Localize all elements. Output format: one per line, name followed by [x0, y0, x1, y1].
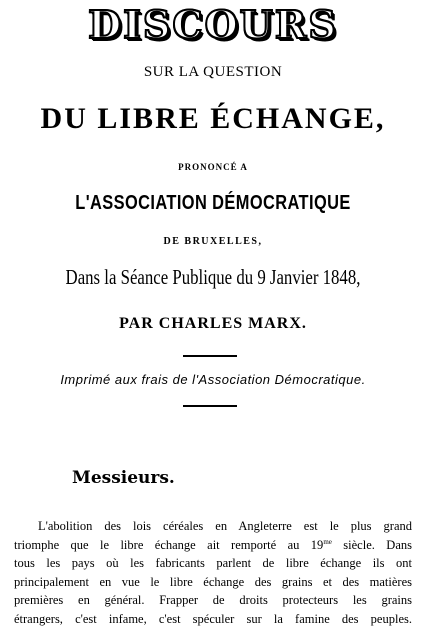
paragraph-line: tous les pays où les fabricants parlent de libre échange ils ont [14, 556, 412, 570]
divider-rule [183, 405, 237, 407]
subtitle-seance-date: Dans la Séance Publique du 9 Janvier 1848, [65, 265, 361, 289]
body-paragraph [14, 517, 412, 628]
superscript: me [323, 537, 332, 546]
document-title: DISCOURS [88, 2, 338, 47]
imprint-line: Imprimé aux frais de l'Association Démocratique. [60, 372, 366, 387]
subtitle-prononce: PRONONCÉ A [178, 162, 248, 172]
subtitle-bruxelles: DE BRUXELLES, [163, 236, 263, 247]
subtitle-association: L'ASSOCIATION DÉMOCRATIQUE [75, 192, 351, 214]
paragraph-line-part: siècle. Dans [331, 537, 412, 552]
salutation: Messieurs. [72, 468, 175, 488]
author-line: PAR CHARLES MARX. [119, 315, 307, 332]
paragraph-line: étrangers, c'est infame, c'est spéculer sur la famine des peuples. [14, 611, 412, 626]
paragraph-line-part: triomphe que le libre échange ait remporté au 19 [14, 537, 324, 552]
paragraph-line: L'abolition des lois céréales en Angleterre est le plus grand [38, 519, 412, 533]
paragraph-line [14, 536, 412, 555]
paragraph-line: premières en général. Frapper de droits protecteurs les grains [14, 593, 412, 607]
divider-rule [183, 355, 237, 357]
paragraph-line: principalement en vue le libre échange des grains et des matières [14, 574, 412, 589]
subtitle-libre-echange: DU LIBRE ÉCHANGE, [40, 102, 386, 135]
subtitle-question: SUR LA QUESTION [143, 64, 283, 80]
